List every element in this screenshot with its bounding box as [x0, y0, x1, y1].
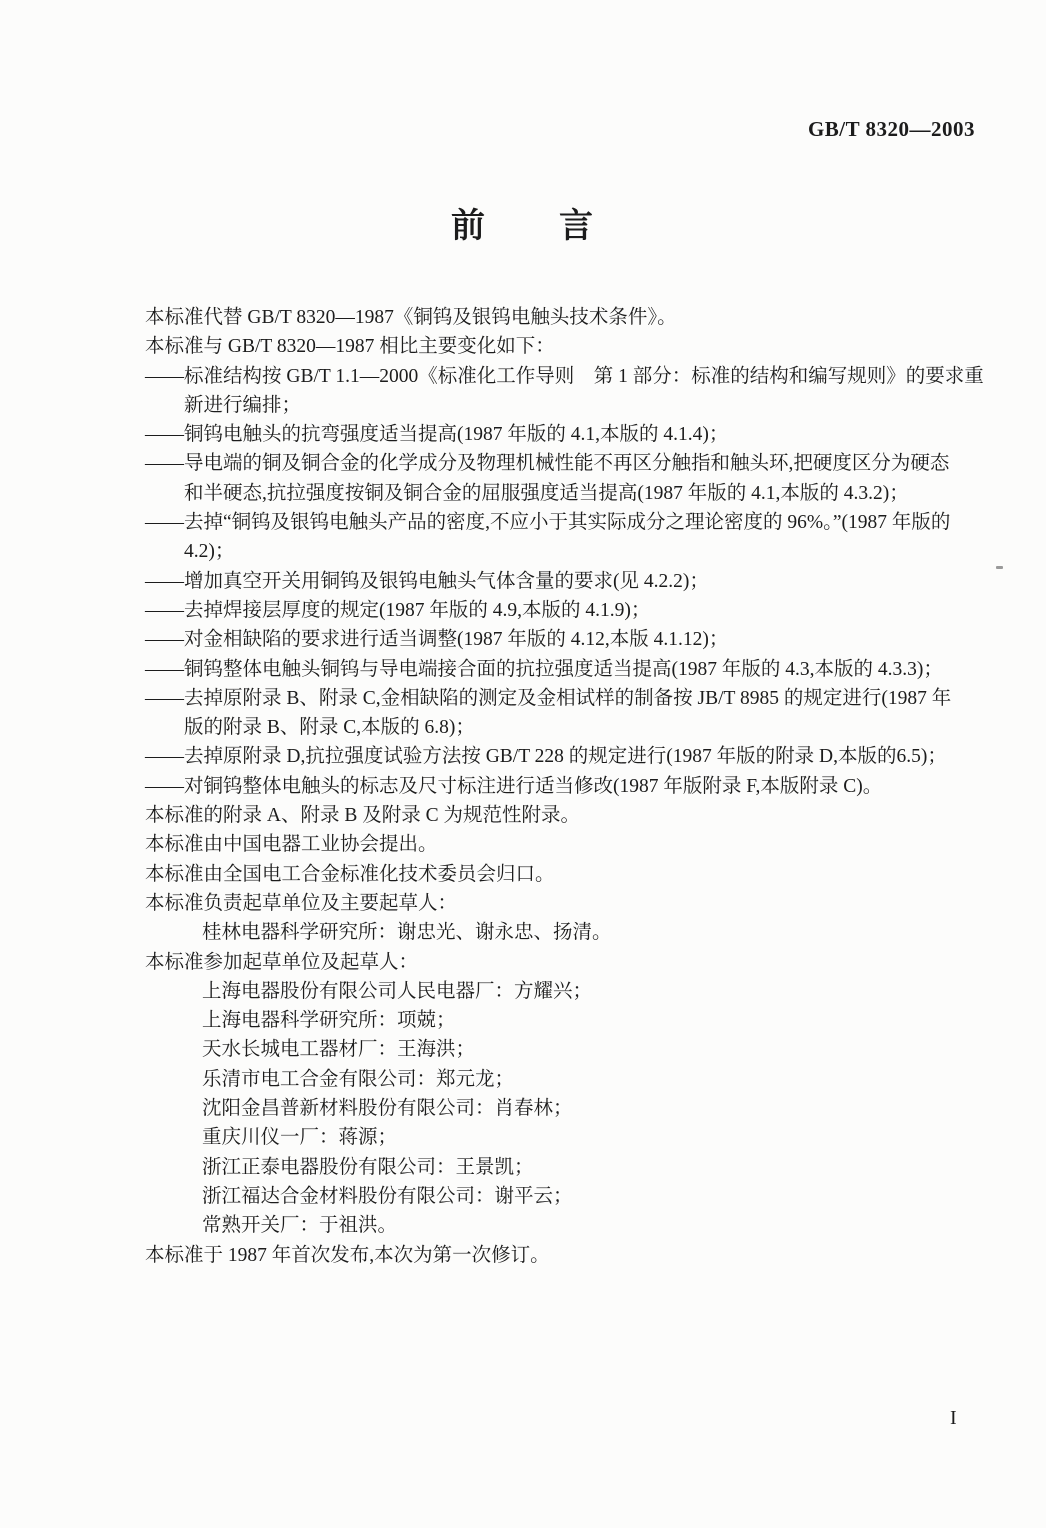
body-line: ——增加真空开关用铜钨及银钨电触头气体含量的要求(见 4.2.2)； [145, 570, 709, 592]
body-line: 上海电器科学研究所：项兢； [202, 1010, 456, 1032]
body-line: 浙江正泰电器股份有限公司：王景凯； [202, 1156, 534, 1178]
body-line: ——标准结构按 GB/T 1.1—2000《标准化工作导则 第 1 部分：标准的结构和编写规则》的要求重 [145, 365, 984, 387]
body-line: ——去掉焊接层厚度的规定(1987 年版的 4.9,本版的 4.1.9)； [145, 599, 651, 621]
body-line: 本标准与 GB/T 8320—1987 相比主要变化如下： [145, 336, 555, 358]
scan-artifact [996, 566, 1003, 569]
body-line: ——去掉原附录 B、附录 C,金相缺陷的测定及金相试样的制备按 JB/T 8985 的规定进行(1987 年 [145, 687, 952, 709]
body-line: 和半硬态,抗拉强度按铜及铜合金的屈服强度适当提高(1987 年版的 4.1,本版的 4.3.2)； [184, 482, 909, 504]
body-line: 本标准的附录 A、附录 B 及附录 C 为规范性附录。 [145, 805, 580, 827]
body-line: 本标准代替 GB/T 8320—1987《铜钨及银钨电触头技术条件》。 [145, 307, 677, 328]
body-text [145, 303, 1010, 1270]
body-line: ——去掉原附录 D,抗拉强度试验方法按 GB/T 228 的规定进行(1987 年版的附录 D,本版的6.5)； [145, 746, 947, 768]
body-line: 沈阳金昌普新材料股份有限公司：肖春林； [202, 1098, 573, 1120]
body-line: 浙江福达合金材料股份有限公司：谢平云； [202, 1185, 573, 1207]
body-line: 本标准负责起草单位及主要起草人： [145, 892, 458, 914]
body-line: 本标准由全国电工合金标准化技术委员会归口。 [145, 863, 555, 885]
body-line: ——去掉“铜钨及银钨电触头产品的密度,不应小于其实际成分之理论密度的 96%。”(1987 年版的 [145, 512, 951, 534]
body-line: 重庆川仪一厂：蒋源； [202, 1127, 398, 1149]
body-line: 本标准于 1987 年首次发布,本次为第一次修订。 [145, 1244, 550, 1266]
body-line: 4.2)； [184, 541, 235, 563]
body-line: 桂林电器科学研究所：谢忠光、谢永忠、扬清。 [202, 922, 612, 944]
body-line: 乐清市电工合金有限公司：郑元龙； [202, 1068, 515, 1090]
body-line: 本标准参加起草单位及起草人： [145, 951, 419, 973]
body-line: 新进行编排； [184, 394, 302, 416]
body-line: 版的附录 B、附录 C,本版的 6.8)； [184, 717, 475, 739]
body-line: 天水长城电工器材厂：王海洪； [202, 1039, 476, 1061]
body-line: 常熟开关厂：于祖洪。 [202, 1215, 398, 1237]
body-line: 上海电器股份有限公司人民电器厂：方耀兴； [202, 980, 593, 1002]
standard-code: GB/T 8320—2003 [807, 117, 975, 141]
body-line: 本标准由中国电器工业协会提出。 [145, 834, 438, 856]
body-line: ——铜钨整体电触头铜钨与导电端接合面的抗拉强度适当提高(1987 年版的 4.3,本版的 4.3.3)； [145, 658, 943, 680]
body-line: ——铜钨电触头的抗弯强度适当提高(1987 年版的 4.1,本版的 4.1.4)； [145, 424, 729, 446]
body-line: ——导电端的铜及铜合金的化学成分及物理机械性能不再区分触指和触头环,把硬度区分为硬态 [145, 453, 950, 475]
page-number: I [950, 1407, 957, 1429]
page-title: 前 言 [451, 208, 595, 245]
body-line: ——对铜钨整体电触头的标志及尺寸标注进行适当修改(1987 年版附录 F,本版附录 C)。 [145, 775, 883, 797]
body-line: ——对金相缺陷的要求进行适当调整(1987 年版的 4.12,本版 4.1.12)； [145, 629, 729, 651]
